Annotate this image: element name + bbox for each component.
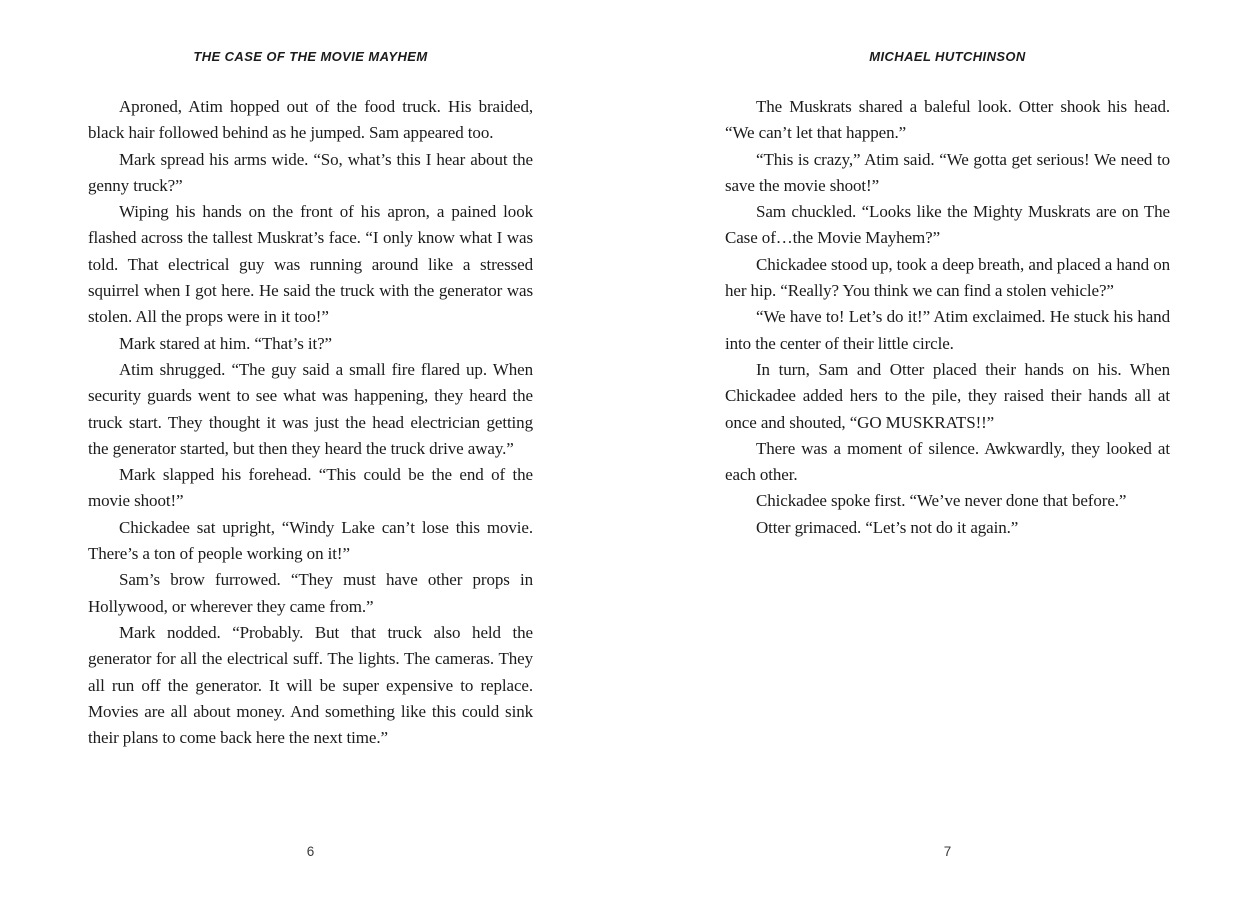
paragraph: Mark stared at him. “That’s it?” [119, 333, 333, 353]
paragraph: Chickadee spoke first. “We’ve never done that before.” [756, 491, 1127, 511]
book-page-left [88, 0, 533, 900]
paragraph: Atim shrugged. “The guy said a small fire flared up. When security guards went to see what was happening, they heard the truck start. They thought it was just the head electrician getting the generator started, but then they heard the truck drive away.” [88, 359, 533, 458]
paragraph: Sam chuckled. “Looks like the Mighty Muskrats are on The Case of…the Movie Mayhem?” [725, 202, 1170, 248]
paragraph: There was a moment of silence. Awkwardly, they looked at each other. [725, 438, 1170, 485]
running-header-author-name: MICHAEL HUTCHINSON [869, 49, 1026, 64]
paragraph: Sam’s brow furrowed. “They must have other props in Hollywood, or wherever they came from.” [88, 570, 533, 616]
page-number: 7 [943, 844, 952, 859]
page-body-text [725, 94, 1170, 541]
paragraph: “We have to! Let’s do it!” Atim exclaimed. He stuck his hand into the center of their little circle. [725, 307, 1170, 353]
paragraph: Chickadee stood up, took a deep breath, and placed a hand on her hip. “Really? You think we can find a stolen vehicle?” [725, 254, 1170, 301]
paragraph: In turn, Sam and Otter placed their hands on his. When Chickadee added hers to the pile, they raised their hands all at once and shouted, “GO MUSKRATS!!” [725, 359, 1170, 432]
book-page-right [725, 0, 1170, 900]
paragraph: Otter grimaced. “Let’s not do it again.” [756, 517, 1019, 537]
paragraph: Mark nodded. “Probably. But that truck also held the generator for all the electrical suff. The lights. The cameras. They all run off the generator. It will be super expensive to replace. Movies are all about money. And something like this could sink their plans to come back here the next time.” [88, 622, 533, 748]
page-number: 6 [306, 844, 315, 859]
running-header-book-title: THE CASE OF THE MOVIE MAYHEM [193, 49, 428, 64]
page-body-text [88, 94, 533, 751]
paragraph: Chickadee sat upright, “Windy Lake can’t lose this movie. There’s a ton of people working on it!” [88, 517, 533, 564]
paragraph: Mark slapped his forehead. “This could be the end of the movie shoot!” [88, 465, 533, 511]
paragraph: Aproned, Atim hopped out of the food truck. His braided, black hair followed behind as he jumped. Sam appeared too. [88, 97, 533, 143]
paragraph: Mark spread his arms wide. “So, what’s this I hear about the genny truck?” [88, 149, 533, 195]
paragraph: The Muskrats shared a baleful look. Otter shook his head. “We can’t let that happen.” [725, 97, 1170, 143]
paragraph: Wiping his hands on the front of his apron, a pained look flashed across the tallest Muskrat’s face. “I only know what I was told. That electrical guy was running around like a stressed squirrel when I got here. He said the truck with the generator was stolen. All the props were in it too!” [88, 202, 533, 327]
paragraph: “This is crazy,” Atim said. “We gotta get serious! We need to save the movie shoot!” [725, 149, 1170, 195]
